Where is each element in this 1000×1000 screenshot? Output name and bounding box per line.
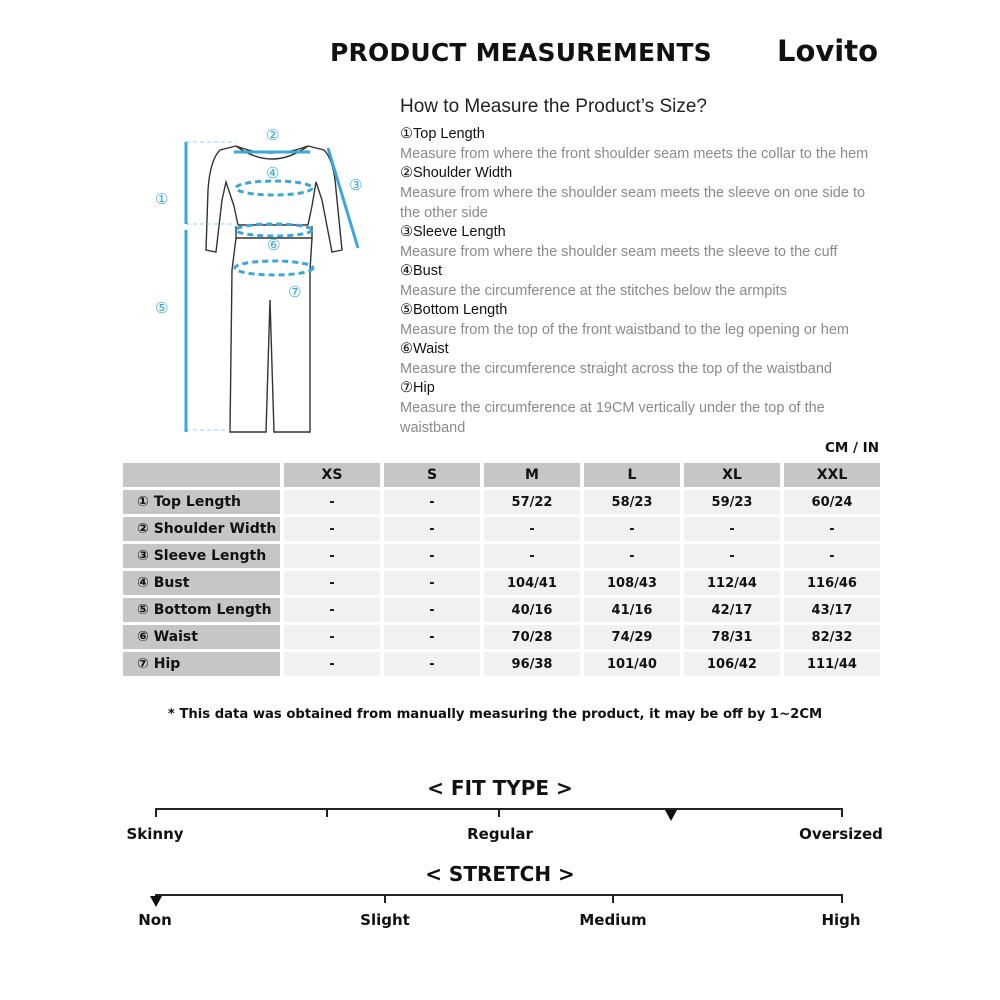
guide-item-bust bbox=[400, 262, 880, 301]
table-cell: - bbox=[284, 571, 380, 595]
table-row bbox=[123, 544, 880, 568]
guide-item-desc: Measure from where the shoulder seam meets the sleeve to the cuff bbox=[400, 244, 838, 260]
table-cell: - bbox=[384, 517, 480, 541]
fit-type-tick bbox=[841, 808, 843, 817]
table-cell: - bbox=[284, 517, 380, 541]
column-header: XS bbox=[284, 463, 380, 487]
guide-item-name: ①Top Length bbox=[400, 126, 485, 142]
stretch-label-non: Non bbox=[138, 911, 172, 929]
table-cell: 108/43 bbox=[584, 571, 680, 595]
table-row bbox=[123, 598, 880, 622]
guide-item-shoulder-width bbox=[400, 164, 880, 223]
table-cell: - bbox=[284, 490, 380, 514]
garment-diagram bbox=[150, 120, 380, 440]
row-label: ⑤ Bottom Length bbox=[123, 598, 280, 622]
guide-item-desc: Measure from where the front shoulder seam meets the collar to the hem bbox=[400, 146, 869, 162]
column-header: XXL bbox=[784, 463, 880, 487]
table-header-row bbox=[123, 463, 880, 487]
table-cell: 70/28 bbox=[484, 625, 580, 649]
guide-item-waist bbox=[400, 340, 880, 379]
column-header: L bbox=[584, 463, 680, 487]
marker-hip: ⑦ bbox=[288, 283, 302, 301]
table-cell: - bbox=[384, 625, 480, 649]
marker-top-length: ① bbox=[155, 190, 169, 208]
table-cell: - bbox=[584, 544, 680, 568]
row-label: ② Shoulder Width bbox=[123, 517, 280, 541]
table-cell: - bbox=[784, 517, 880, 541]
table-cell: 104/41 bbox=[484, 571, 580, 595]
guide-item-desc: Measure the circumference at the stitches below the armpits bbox=[400, 283, 787, 299]
table-cell: 42/17 bbox=[684, 598, 780, 622]
fit-type-label-regular: Regular bbox=[467, 825, 533, 843]
table-row bbox=[123, 625, 880, 649]
marker-bust: ④ bbox=[266, 164, 280, 182]
table-cell: 112/44 bbox=[684, 571, 780, 595]
table-cell: 74/29 bbox=[584, 625, 680, 649]
guide-item-name: ⑦Hip bbox=[400, 380, 435, 396]
guide-item-name: ④Bust bbox=[400, 263, 443, 279]
table-cell: 60/24 bbox=[784, 490, 880, 514]
table-corner-cell bbox=[123, 463, 280, 487]
table-cell: - bbox=[684, 544, 780, 568]
fit-type-label-skinny: Skinny bbox=[126, 825, 184, 843]
row-label: ④ Bust bbox=[123, 571, 280, 595]
jumpsuit-outline bbox=[206, 146, 342, 432]
table-cell: - bbox=[284, 544, 380, 568]
table-row bbox=[123, 490, 880, 514]
brand-logo: Lovito bbox=[777, 34, 879, 68]
stretch-tick bbox=[384, 894, 386, 903]
table-cell: - bbox=[384, 571, 480, 595]
stretch-pointer-icon bbox=[150, 896, 162, 907]
fit-type-tick bbox=[326, 808, 328, 817]
table-cell: 41/16 bbox=[584, 598, 680, 622]
fit-type-label-oversized: Oversized bbox=[799, 825, 883, 843]
stretch-tick bbox=[612, 894, 614, 903]
marker-shoulder-width: ② bbox=[266, 126, 280, 144]
table-cell: - bbox=[384, 652, 480, 676]
guide-item-bottom-length bbox=[400, 301, 880, 340]
guide-item-desc: Measure from where the shoulder seam meets the sleeve on one side to the other side bbox=[400, 185, 866, 221]
table-cell: 106/42 bbox=[684, 652, 780, 676]
row-label: ⑥ Waist bbox=[123, 625, 280, 649]
table-cell: - bbox=[284, 625, 380, 649]
marker-sleeve-length: ③ bbox=[349, 176, 363, 194]
stretch-title: < STRETCH > bbox=[425, 862, 575, 886]
table-cell: 43/17 bbox=[784, 598, 880, 622]
howto-title: How to Measure the Product’s Size? bbox=[400, 96, 707, 117]
row-label: ① Top Length bbox=[123, 490, 280, 514]
fit-type-tick bbox=[498, 808, 500, 817]
table-cell: - bbox=[284, 598, 380, 622]
page-title: PRODUCT MEASUREMENTS bbox=[330, 38, 712, 67]
table-cell: 82/32 bbox=[784, 625, 880, 649]
table-cell: 59/23 bbox=[684, 490, 780, 514]
table-cell: 78/31 bbox=[684, 625, 780, 649]
table-cell: - bbox=[584, 517, 680, 541]
footnote: * This data was obtained from manually measuring the product, it may be off by 1~2CM bbox=[167, 707, 823, 722]
marker-bottom-length: ⑤ bbox=[155, 299, 169, 317]
table-row bbox=[123, 517, 880, 541]
table-cell: 57/22 bbox=[484, 490, 580, 514]
guide-item-name: ②Shoulder Width bbox=[400, 165, 513, 181]
stretch-label-medium: Medium bbox=[579, 911, 647, 929]
table-cell: 111/44 bbox=[784, 652, 880, 676]
stretch-label-high: High bbox=[821, 911, 861, 929]
table-cell: - bbox=[484, 544, 580, 568]
table-cell: - bbox=[684, 517, 780, 541]
size-table bbox=[119, 460, 884, 679]
guide-item-top-length bbox=[400, 125, 880, 164]
table-cell: - bbox=[484, 517, 580, 541]
table-cell: - bbox=[784, 544, 880, 568]
row-label: ③ Sleeve Length bbox=[123, 544, 280, 568]
fit-type-pointer-icon bbox=[665, 810, 677, 821]
guide-item-hip bbox=[400, 379, 880, 438]
stretch-label-slight: Slight bbox=[360, 911, 410, 929]
guide-item-desc: Measure from the top of the front waistband to the leg opening or hem bbox=[400, 322, 849, 338]
guide-item-name: ⑤Bottom Length bbox=[400, 302, 508, 318]
fit-type-tick bbox=[155, 808, 157, 817]
table-cell: - bbox=[384, 598, 480, 622]
table-cell: 40/16 bbox=[484, 598, 580, 622]
guide-item-desc: Measure the circumference at 19CM vertically under the top of the waistband bbox=[400, 400, 825, 436]
column-header: M bbox=[484, 463, 580, 487]
stretch-scale-line bbox=[155, 894, 843, 896]
guide-item-name: ⑥Waist bbox=[400, 341, 449, 357]
table-cell: 96/38 bbox=[484, 652, 580, 676]
stretch-tick bbox=[841, 894, 843, 903]
table-cell: - bbox=[284, 652, 380, 676]
units-label: CM / IN bbox=[825, 440, 879, 456]
table-cell: 58/23 bbox=[584, 490, 680, 514]
table-cell: - bbox=[384, 544, 480, 568]
column-header: XL bbox=[684, 463, 780, 487]
guide-item-sleeve-length bbox=[400, 223, 880, 262]
column-header: S bbox=[384, 463, 480, 487]
table-row bbox=[123, 652, 880, 676]
guide-item-name: ③Sleeve Length bbox=[400, 224, 506, 240]
row-label: ⑦ Hip bbox=[123, 652, 280, 676]
fit-type-title: < FIT TYPE > bbox=[427, 776, 573, 800]
guide-item-desc: Measure the circumference straight across the top of the waistband bbox=[400, 361, 832, 377]
table-cell: 116/46 bbox=[784, 571, 880, 595]
marker-waist: ⑥ bbox=[267, 236, 281, 254]
table-cell: - bbox=[384, 490, 480, 514]
measurement-guide-list bbox=[400, 125, 880, 438]
table-row bbox=[123, 571, 880, 595]
table-cell: 101/40 bbox=[584, 652, 680, 676]
